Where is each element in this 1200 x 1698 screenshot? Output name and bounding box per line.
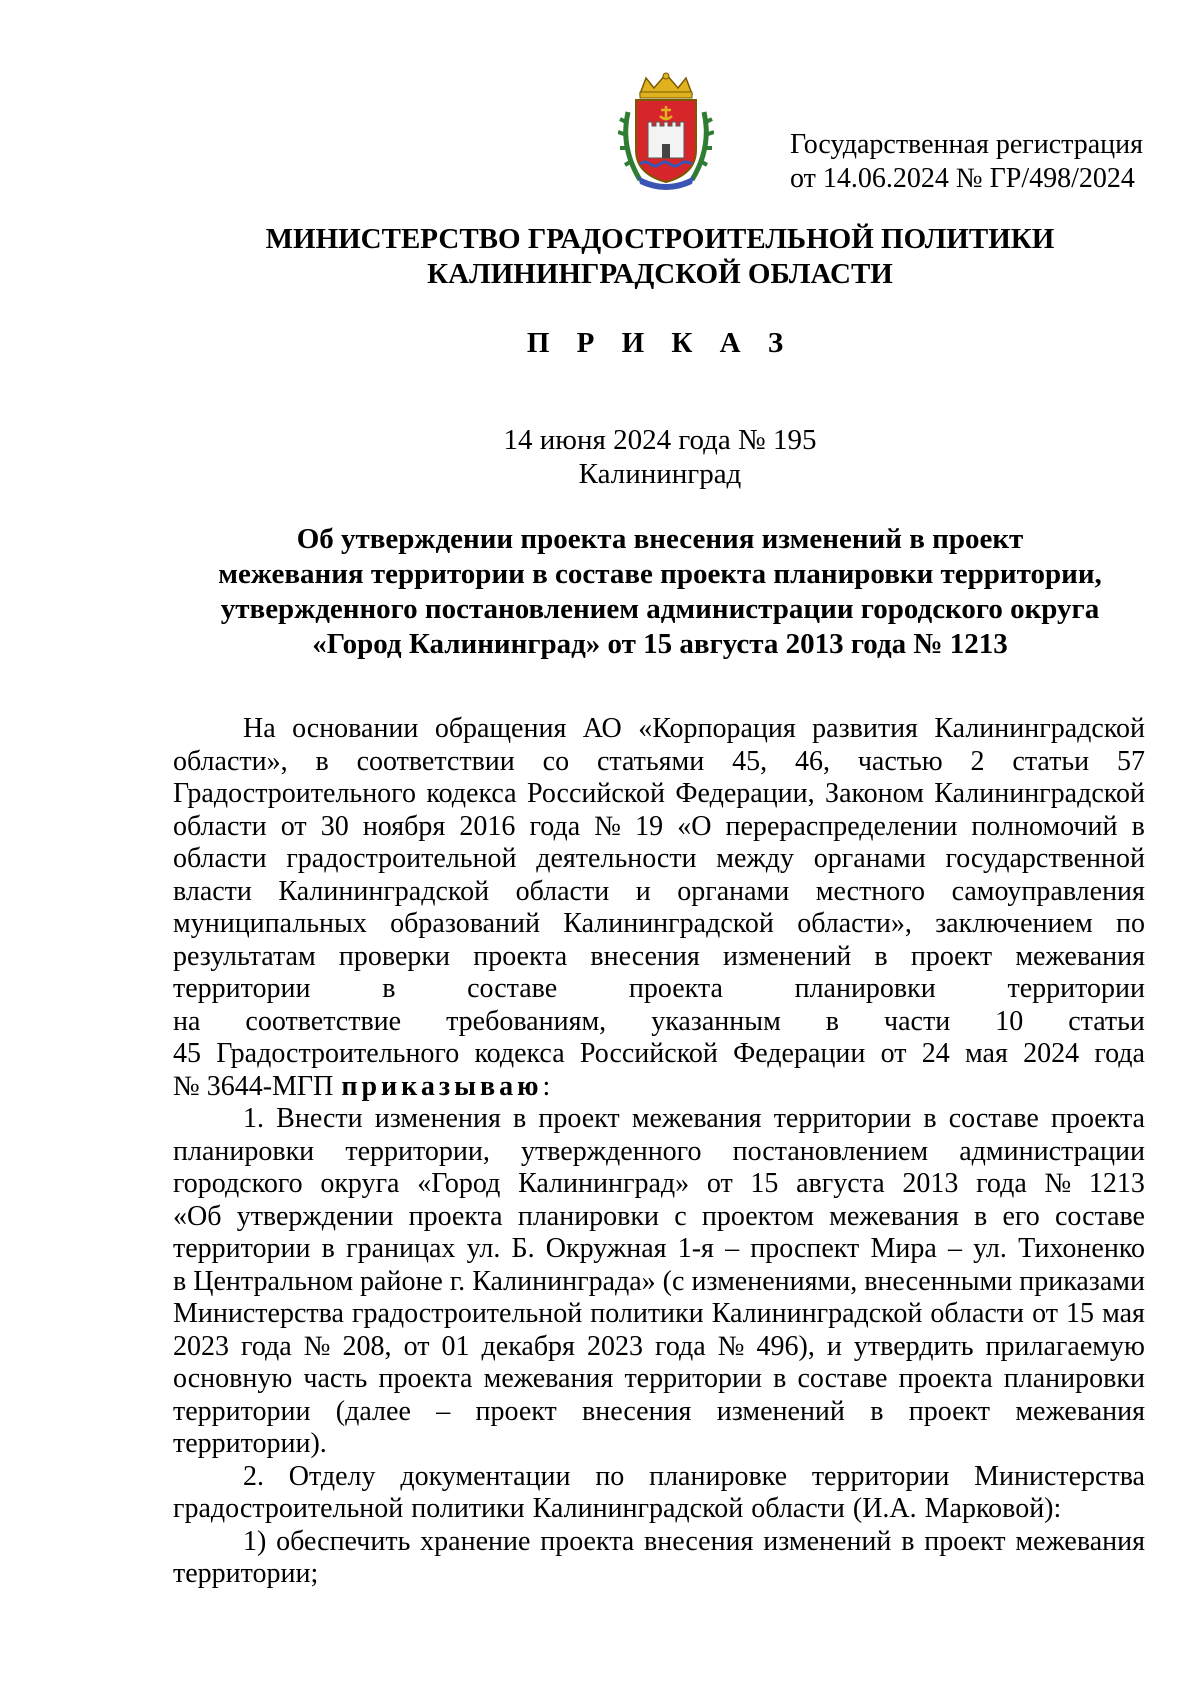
- word: территории,: [345, 1135, 490, 1167]
- word: органами: [677, 875, 790, 907]
- word: Калининград»: [518, 1168, 690, 1199]
- word: районе: [360, 1265, 443, 1297]
- word: ноября: [362, 810, 446, 842]
- word: На: [243, 713, 276, 744]
- word: статьи: [1012, 745, 1090, 777]
- word: в: [901, 1525, 915, 1557]
- subject-line-3: утвержденного постановлением администрации городского округа: [220, 593, 1100, 625]
- body-line: [173, 1428, 1145, 1461]
- body-line: [173, 1526, 1145, 1559]
- subject-line-4: «Город Калининград» от 15 августа 2013 года № 1213: [312, 628, 1008, 660]
- word: области»,: [797, 908, 912, 939]
- word: в: [923, 1103, 937, 1134]
- word: декабря: [481, 1330, 575, 1362]
- word: 2013: [902, 1168, 959, 1199]
- word: градостроительной: [173, 1493, 404, 1524]
- word: года: [1094, 1038, 1145, 1069]
- word: в: [321, 1233, 335, 1264]
- body-line: [173, 778, 1145, 811]
- word: области: [930, 1298, 1025, 1329]
- word: по: [1115, 908, 1145, 939]
- word: проект: [908, 1395, 990, 1427]
- word: 1.: [243, 1103, 264, 1134]
- word: 01: [441, 1330, 470, 1362]
- word: проекта: [1050, 1103, 1145, 1134]
- word: постановлением: [732, 1135, 929, 1167]
- word: внесения: [644, 1525, 754, 1557]
- word: в: [870, 1395, 884, 1427]
- body-line: [173, 1363, 1145, 1396]
- order-number-text: № 3644-МГП: [173, 1070, 334, 1102]
- word: требованиям,: [446, 1005, 607, 1037]
- word: от: [403, 1330, 430, 1362]
- word: органами: [813, 843, 926, 874]
- word: развития: [812, 713, 918, 744]
- word: составе: [467, 973, 558, 1004]
- word: года: [655, 1330, 706, 1362]
- word: изменения: [374, 1103, 501, 1134]
- word: в: [825, 1005, 840, 1037]
- body-line: [173, 973, 1145, 1006]
- body-line: [173, 746, 1145, 779]
- word: Калининграда»: [472, 1265, 656, 1297]
- word: Б.: [511, 1233, 535, 1264]
- word: года: [976, 1168, 1027, 1199]
- word: Министерства: [173, 1298, 344, 1329]
- word: Законом: [825, 778, 924, 809]
- word: №: [717, 1330, 745, 1362]
- state-registration: [790, 128, 1170, 196]
- body-line: [173, 1038, 1145, 1071]
- body-line: [173, 843, 1145, 876]
- word: соответствие: [245, 1005, 402, 1037]
- word: Мира: [870, 1233, 937, 1264]
- word: Калининградской: [934, 713, 1145, 744]
- word: 2024: [1023, 1038, 1080, 1069]
- word: Российской: [579, 1038, 718, 1069]
- word: АО: [582, 713, 622, 744]
- word: администрации: [959, 1135, 1145, 1167]
- word: Внести: [276, 1103, 363, 1134]
- word: и: [826, 1330, 842, 1362]
- word: Тихоненко: [1018, 1233, 1145, 1264]
- word: в: [382, 973, 396, 1004]
- order-date-block: [0, 423, 1200, 491]
- word: межевания: [1015, 940, 1145, 972]
- word: 10: [995, 1005, 1024, 1037]
- word: Министерства: [974, 1460, 1145, 1492]
- word: внесения: [582, 1395, 692, 1427]
- word: заключением: [935, 908, 1093, 939]
- word: 208,: [342, 1330, 392, 1362]
- word: со: [542, 745, 570, 777]
- word: проекта: [408, 1200, 503, 1232]
- word: 2.: [243, 1460, 264, 1492]
- order-body: [173, 713, 1145, 1591]
- word: межевания: [483, 1363, 614, 1394]
- word: (И.А.: [852, 1493, 917, 1524]
- word: в: [173, 1265, 187, 1297]
- word: области: [173, 843, 267, 874]
- word: 24: [921, 1038, 950, 1069]
- word: 1-я: [677, 1233, 714, 1264]
- word: Центральном: [193, 1265, 354, 1297]
- word: 1213: [1088, 1168, 1145, 1199]
- word: результатам: [173, 940, 316, 972]
- word: 2: [970, 745, 985, 777]
- registration-line-2: от 14.06.2024 № ГР/498/2024: [790, 163, 1135, 194]
- word: №: [1044, 1168, 1072, 1199]
- word: проекта: [378, 1363, 473, 1394]
- word: градостроительной: [286, 843, 517, 874]
- word: местного: [815, 875, 926, 907]
- word: 496),: [756, 1330, 815, 1362]
- body-line: [173, 811, 1145, 844]
- word: изменениями,: [691, 1265, 858, 1297]
- word: планировки: [1003, 1363, 1145, 1394]
- word: документации: [400, 1460, 571, 1492]
- word: межевания: [1015, 1525, 1145, 1557]
- word: межевания: [1015, 1395, 1145, 1427]
- word: муниципальных: [173, 908, 367, 939]
- word: Отделу: [288, 1460, 376, 1492]
- body-line: [173, 1461, 1145, 1494]
- word: перераспределении: [725, 810, 958, 842]
- body-line: [173, 1266, 1145, 1299]
- word: основании: [292, 713, 419, 744]
- word: проверки: [338, 940, 450, 972]
- word: Российской: [526, 778, 665, 809]
- word: августа: [796, 1168, 885, 1199]
- word: утвержденного: [520, 1135, 702, 1167]
- word: кодекса: [426, 778, 517, 809]
- word: области»,: [173, 745, 288, 777]
- word: проспект: [750, 1233, 860, 1264]
- word: Калининградской: [934, 778, 1145, 809]
- word: 2023: [586, 1330, 643, 1362]
- colon: :: [542, 1070, 551, 1102]
- word: ул.: [973, 1233, 1007, 1264]
- word: территории).: [173, 1428, 327, 1459]
- word: года: [529, 810, 581, 842]
- word: проекта: [628, 973, 723, 1004]
- word: проект: [924, 1525, 1006, 1557]
- word: часть: [303, 1363, 368, 1394]
- word: с: [674, 1200, 687, 1232]
- word: в: [773, 1363, 787, 1394]
- body-line: [173, 1006, 1145, 1039]
- body-line: [173, 876, 1145, 909]
- word: на: [173, 1005, 201, 1037]
- word: основную: [173, 1363, 293, 1394]
- word: проектом: [701, 1200, 814, 1232]
- word: территории: [1007, 973, 1145, 1004]
- word: –: [725, 1233, 740, 1264]
- word: указанным: [651, 1005, 781, 1037]
- order-title: П Р И К А З: [526, 327, 794, 359]
- word: политики: [411, 1493, 525, 1524]
- word: (с: [662, 1265, 685, 1297]
- word: составе: [1054, 1200, 1145, 1232]
- word: 2016: [459, 810, 516, 842]
- word: от: [706, 1168, 733, 1199]
- word: границах: [346, 1233, 456, 1264]
- word: планировки: [517, 1200, 659, 1232]
- word: изменений: [716, 1395, 845, 1427]
- word: составе: [948, 1103, 1039, 1134]
- word: №: [303, 1330, 331, 1362]
- word: проект: [475, 1395, 557, 1427]
- word: территории: [624, 1363, 762, 1394]
- word: 2023: [173, 1330, 229, 1362]
- word: планировке: [649, 1460, 788, 1492]
- body-line: [173, 1298, 1145, 1331]
- word: самоуправления: [951, 875, 1145, 907]
- word: года: [241, 1330, 292, 1362]
- word: проект: [538, 1103, 620, 1134]
- word: 57: [1116, 745, 1145, 777]
- word: №: [594, 810, 621, 842]
- body-line: [173, 1136, 1145, 1169]
- word: мая: [964, 1038, 1008, 1069]
- word: Калининградской: [711, 1298, 923, 1329]
- word: внесения: [590, 940, 700, 972]
- word: 45: [173, 1038, 201, 1069]
- word: Калининградской: [278, 875, 490, 907]
- body-line: [173, 1558, 1145, 1591]
- registration-line-1: Государственная регистрация: [790, 129, 1143, 160]
- word: 46,: [794, 745, 830, 777]
- word: планировки: [173, 1135, 315, 1167]
- subject-line-2: межевания территории в составе проекта планировки территории,: [218, 558, 1102, 590]
- body-line: [173, 713, 1145, 746]
- word: в: [315, 745, 329, 777]
- word: территории: [773, 1103, 912, 1134]
- word: обеспечить: [276, 1525, 411, 1557]
- body-line: [173, 1201, 1145, 1234]
- word: области: [751, 1493, 845, 1524]
- word: территории: [811, 1460, 950, 1492]
- order-subject: [0, 522, 1200, 662]
- word: части: [884, 1005, 951, 1037]
- word: Калининградской: [532, 1493, 744, 1524]
- body-line: [173, 908, 1145, 941]
- word: межевания: [829, 1200, 959, 1232]
- word: в: [513, 1103, 527, 1134]
- ministry-line-1: МИНИСТЕРСТВО ГРАДОСТРОИТЕЛЬНОЙ ПОЛИТИКИ: [265, 223, 1055, 255]
- kaliningrad-coat-of-arms-icon: [618, 72, 714, 190]
- word: политики: [590, 1298, 704, 1329]
- word: г.: [449, 1265, 466, 1297]
- subject-line-1: Об утверждении проекта внесения изменений в проект: [296, 523, 1024, 555]
- word: приказами: [1019, 1265, 1145, 1297]
- body-line: [173, 1331, 1145, 1364]
- word: территории: [173, 1233, 311, 1264]
- word: кодекса: [474, 1038, 565, 1069]
- word: «Корпорация: [638, 713, 796, 744]
- word: проект: [910, 940, 993, 972]
- word: 45,: [732, 745, 768, 777]
- word: –: [436, 1395, 451, 1427]
- word: ул.: [466, 1233, 501, 1264]
- word: округа: [320, 1168, 400, 1199]
- word: от: [280, 810, 307, 842]
- word: составе: [797, 1363, 888, 1394]
- word: «Город: [417, 1168, 501, 1199]
- word: Градостроительного: [173, 778, 416, 809]
- word: 15: [1066, 1298, 1095, 1329]
- word: полномочий: [971, 810, 1118, 842]
- word: (далее: [335, 1395, 411, 1427]
- word: территории;: [173, 1558, 319, 1589]
- word: и: [635, 875, 651, 907]
- body-line-order-word: [173, 1071, 1145, 1104]
- word: «О: [677, 810, 712, 842]
- word: –: [947, 1233, 962, 1264]
- word: от: [1032, 1298, 1058, 1329]
- word: частью: [857, 745, 943, 777]
- order-city: Калининград: [578, 458, 742, 490]
- word: от: [880, 1038, 907, 1069]
- word: Калининградской: [563, 908, 774, 939]
- word: области: [515, 875, 610, 907]
- word: Федерации: [733, 1038, 866, 1069]
- word: статьями: [596, 745, 705, 777]
- ministry-line-2: КАЛИНИНГРАДСКОЙ ОБЛАСТИ: [427, 258, 893, 290]
- word: изменений: [763, 1525, 892, 1557]
- word: Марковой):: [924, 1493, 1062, 1524]
- word: статьи: [1068, 1005, 1145, 1037]
- word: Окружная: [545, 1233, 667, 1264]
- word: 15: [750, 1168, 779, 1199]
- ministry-name: [0, 222, 1200, 292]
- word: образований: [390, 908, 540, 939]
- word: обращения: [434, 713, 567, 744]
- body-line: [173, 941, 1145, 974]
- word: проекта: [473, 940, 568, 972]
- word: территории: [173, 1395, 311, 1427]
- word: проекта: [898, 1363, 993, 1394]
- word: 19: [635, 810, 664, 842]
- word: градостроительной: [351, 1298, 583, 1329]
- word: межевания: [631, 1103, 762, 1134]
- word: в: [874, 940, 888, 972]
- word: области: [173, 810, 267, 842]
- word: деятельности: [536, 843, 697, 874]
- word: Градостроительного: [216, 1038, 460, 1069]
- word: его: [1002, 1200, 1040, 1232]
- word: государственной: [945, 843, 1145, 874]
- word: между: [716, 843, 794, 874]
- order-date: 14 июня 2024 года № 195: [503, 424, 817, 456]
- word: утверждении: [236, 1200, 394, 1232]
- body-line: [173, 1396, 1145, 1429]
- word: хранение: [420, 1525, 531, 1557]
- word: городского: [173, 1168, 303, 1199]
- word: власти: [173, 875, 252, 907]
- word: соответствии: [356, 745, 515, 777]
- body-line: [173, 1168, 1145, 1201]
- word: 1): [243, 1525, 267, 1557]
- body-line: [173, 1493, 1145, 1526]
- word: «Об: [173, 1200, 222, 1232]
- word: 30: [320, 810, 349, 842]
- word: мая: [1102, 1298, 1145, 1329]
- body-line: [173, 1103, 1145, 1136]
- word: по: [595, 1460, 625, 1492]
- word: проекта: [540, 1525, 635, 1557]
- word: Федерации,: [675, 778, 815, 809]
- word: планировки: [794, 973, 936, 1004]
- word: прилагаемую: [985, 1330, 1145, 1362]
- word: территории: [173, 973, 311, 1004]
- word: утвердить: [853, 1330, 974, 1362]
- document-type-title: [0, 326, 1200, 360]
- order-verb: приказываю: [341, 1070, 543, 1102]
- word: в: [974, 1200, 988, 1232]
- word: в: [1131, 810, 1145, 842]
- word: внесенными: [864, 1265, 1013, 1297]
- word: изменений: [723, 940, 852, 972]
- body-line: [173, 1233, 1145, 1266]
